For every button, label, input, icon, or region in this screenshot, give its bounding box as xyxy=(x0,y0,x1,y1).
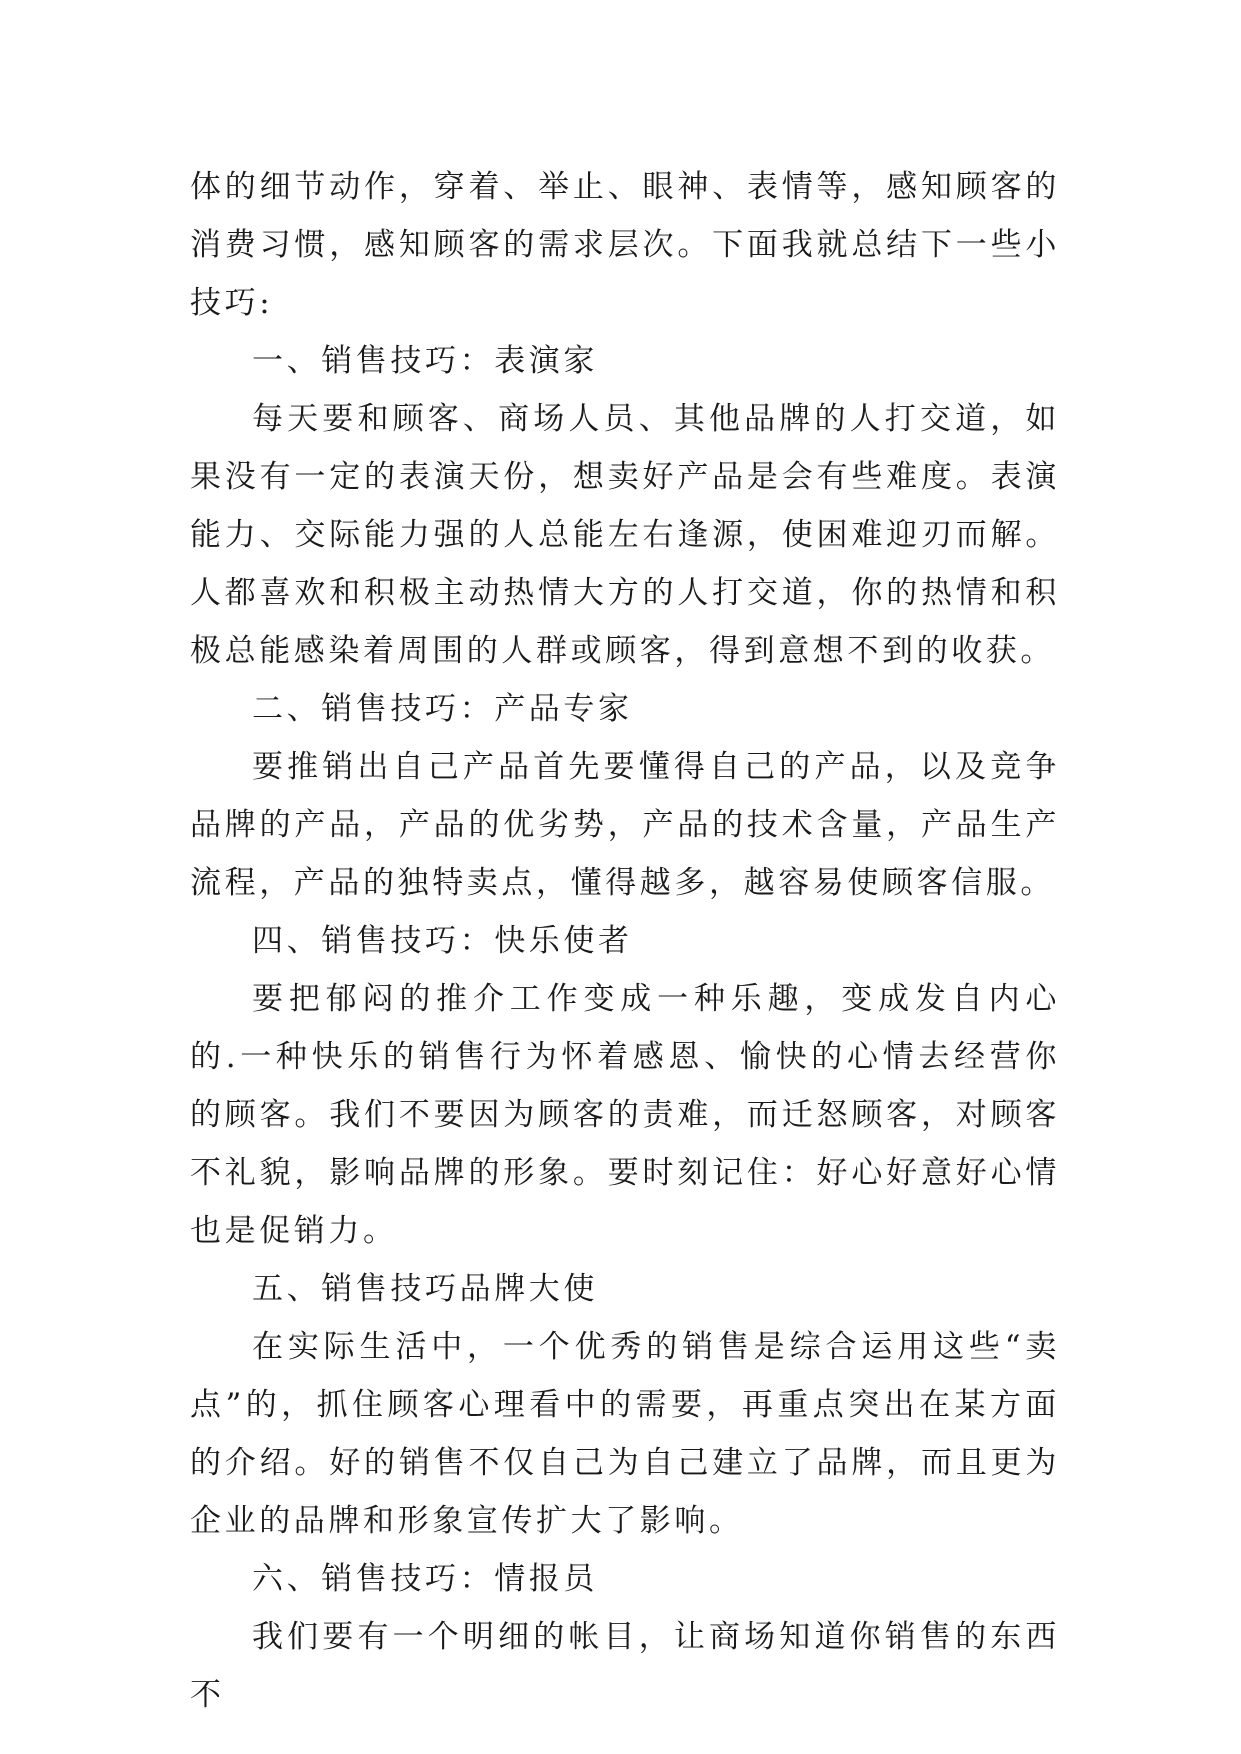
paragraph-performer: 每天要和顾客、商场人员、其他品牌的人打交道，如果没有一定的表演天份，想卖好产品是会有些难度。表演能力、交际能力强的人总能左右逢源，使困难迎刃而解。人都喜欢和积极主动热情大方的人打交道，你的热情和积极总能感染着周围的人群或顾客，得到意想不到的收获。 xyxy=(190,401,1060,669)
section-heading-performer: 一、销售技巧：表演家 xyxy=(252,343,598,379)
paragraph-continuation: 体的细节动作，穿着、举止、眼神、表情等，感知顾客的消费习惯，感知顾客的需求层次。下面我就总结下一些小技巧: xyxy=(190,169,1060,321)
section-heading-brand-ambassador: 五、销售技巧品牌大使 xyxy=(252,1271,598,1307)
document-body xyxy=(190,158,1060,1724)
paragraph-product-expert: 要推销出自己产品首先要懂得自己的产品，以及竞争品牌的产品，产品的优劣势，产品的技术含量，产品生产流程，产品的独特卖点，懂得越多，越容易使顾客信服。 xyxy=(190,749,1060,901)
section-heading-happy-messenger: 四、销售技巧：快乐使者 xyxy=(252,923,633,959)
section-heading-intelligence-officer: 六、销售技巧：情报员 xyxy=(252,1561,598,1597)
paragraph-intelligence-officer: 我们要有一个明细的帐目，让商场知道你销售的东西不 xyxy=(190,1619,1060,1713)
paragraph-happy-messenger: 要把郁闷的推介工作变成一种乐趣，变成发自内心的.一种快乐的销售行为怀着感恩、愉快的心情去经营你的顾客。我们不要因为顾客的责难，而迁怒顾客，对顾客不礼貌，影响品牌的形象。要时刻记住：好心好意好心情也是促销力。 xyxy=(190,981,1060,1249)
paragraph-brand-ambassador: 在实际生活中，一个优秀的销售是综合运用这些“卖点”的，抓住顾客心理看中的需要，再重点突出在某方面的介绍。好的销售不仅自己为自己建立了品牌，而且更为企业的品牌和形象宣传扩大了影响。 xyxy=(190,1329,1060,1539)
section-heading-product-expert: 二、销售技巧：产品专家 xyxy=(252,691,633,727)
